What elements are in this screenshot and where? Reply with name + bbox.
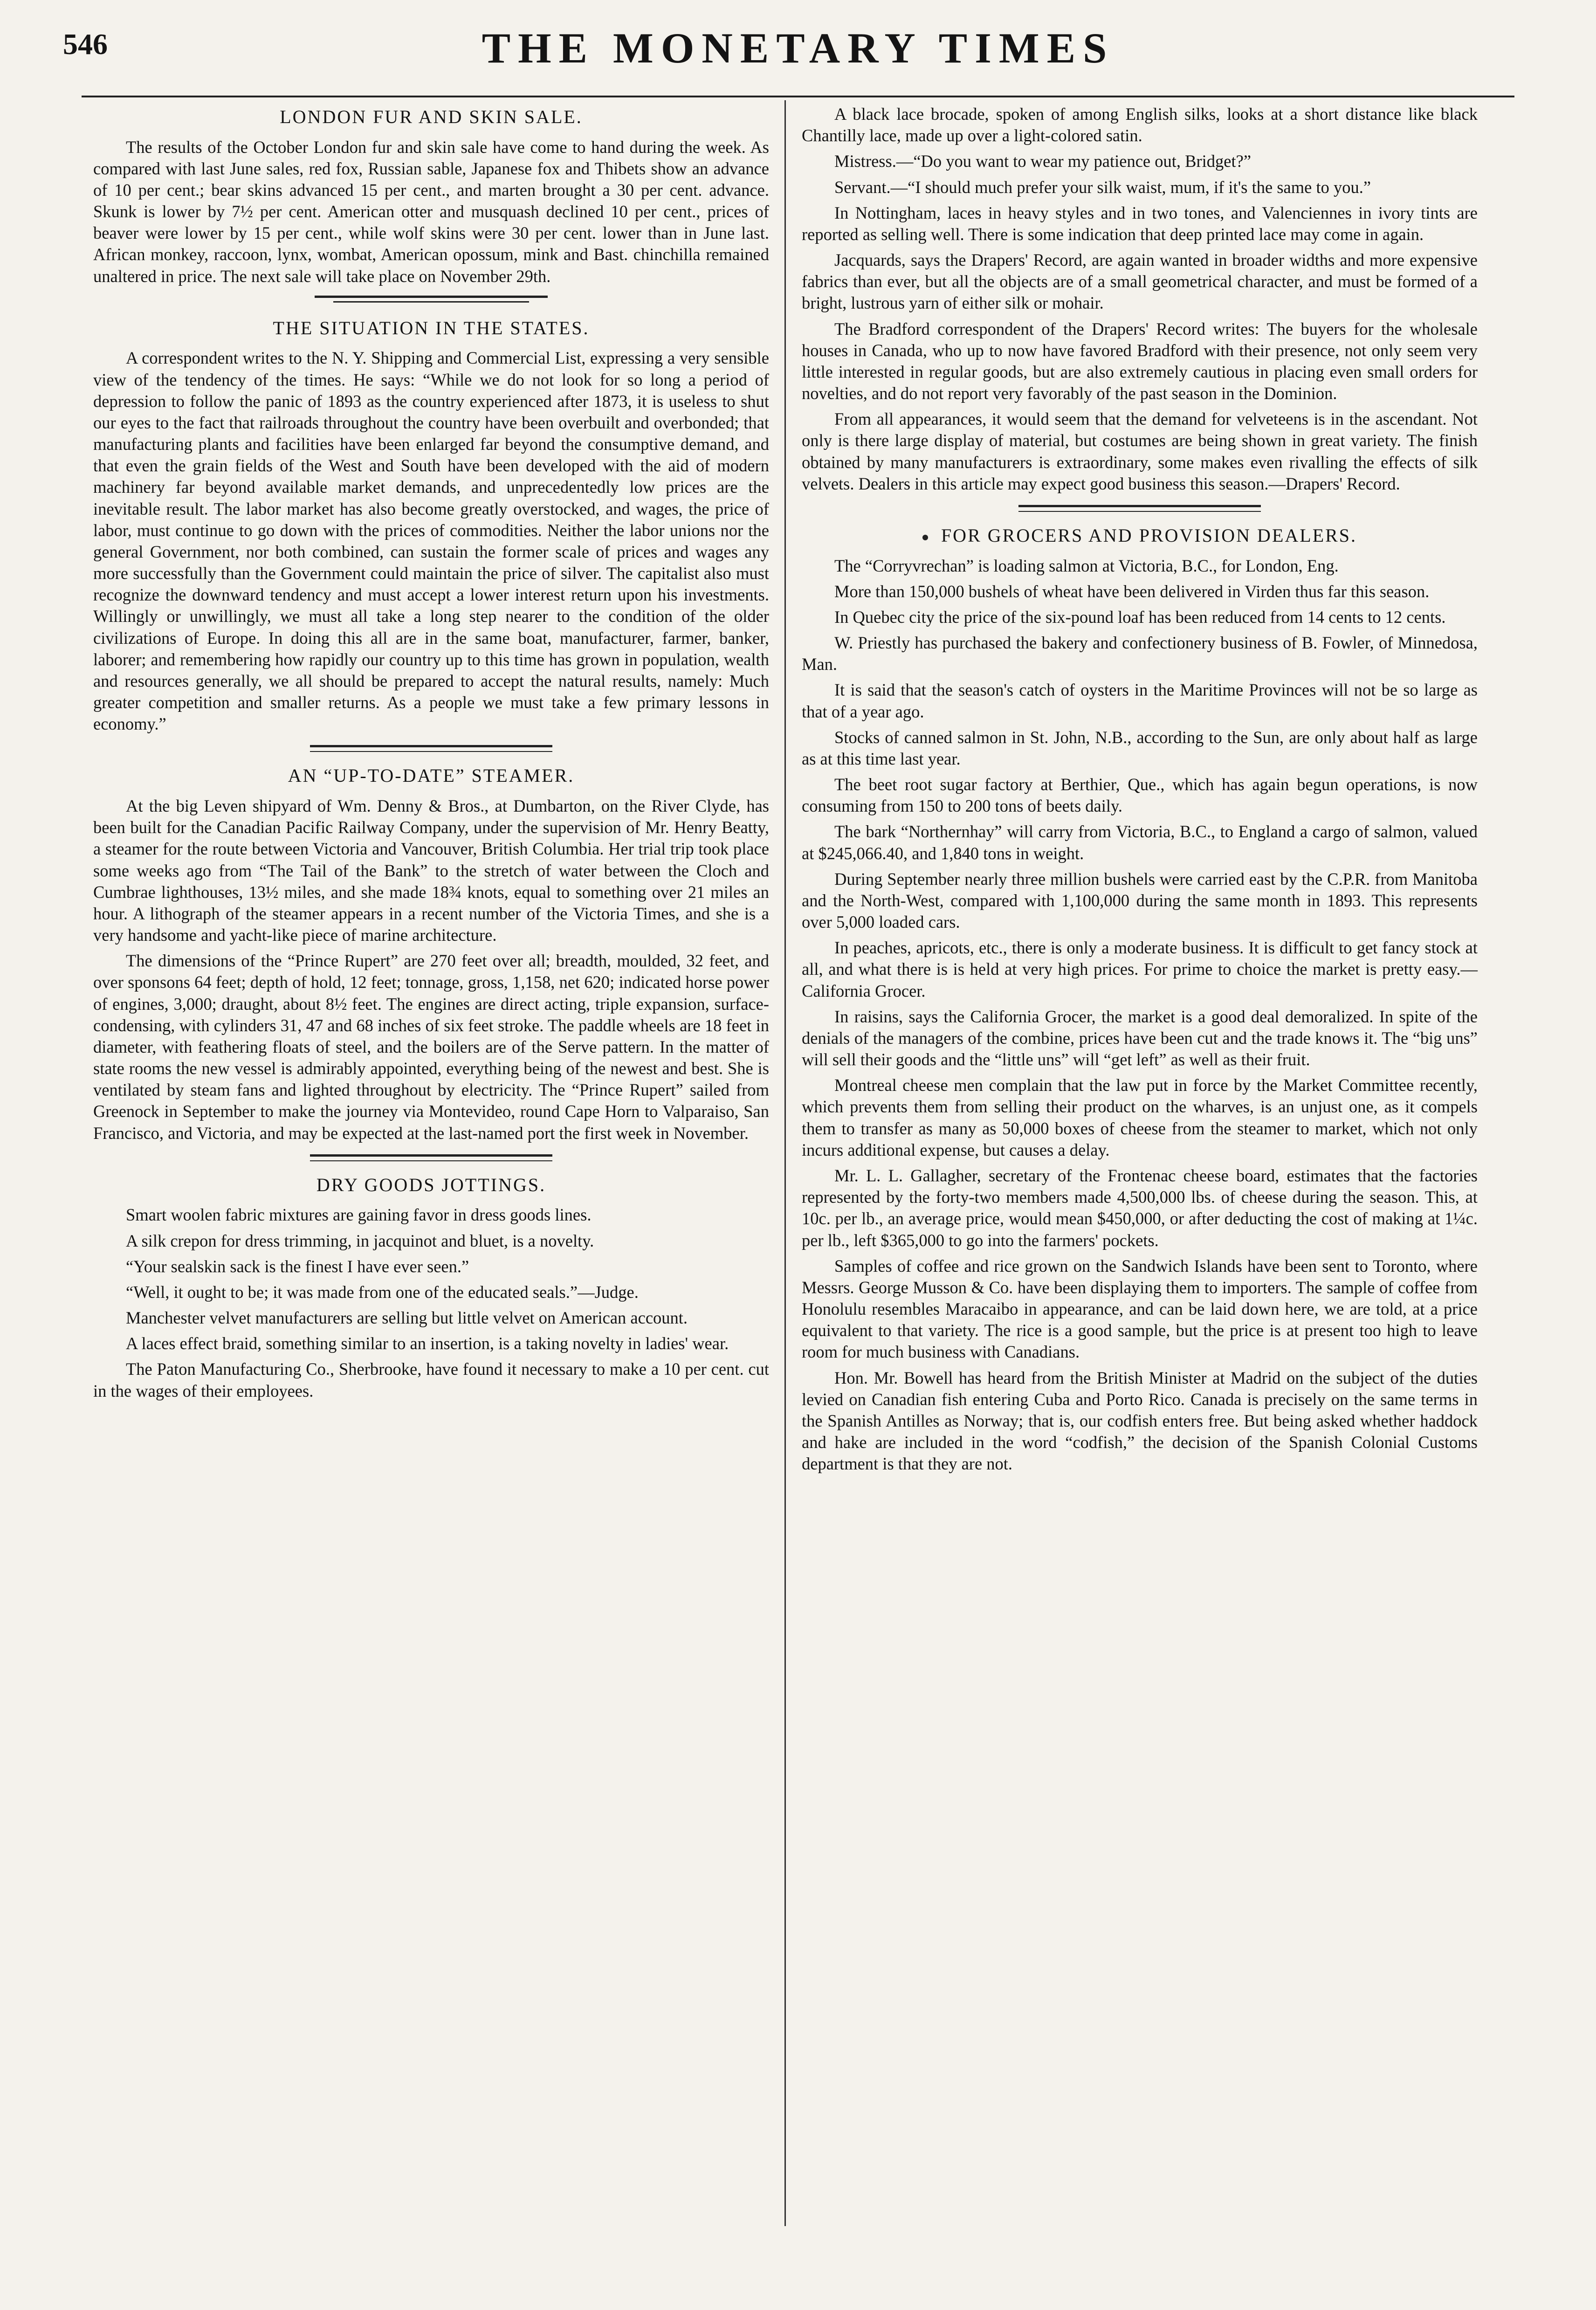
article-paragraph: More than 150,000 bushels of wheat have been delivered in Virden thus far this season. (834, 581, 1430, 601)
article-paragraph: Smart woolen fabric mixtures are gaining favor in dress goods lines. (126, 1205, 592, 1225)
article-paragraph: The “Corryvrechan” is loading salmon at Victoria, B.C., for London, Eng. (834, 556, 1339, 575)
article-paragraph: W. Priestly has purchased the bakery and confectionery business of B. Fowler, of Minnedosa, Man. (802, 633, 1478, 674)
article-paragraph: The bark “Northernhay” will carry from Victoria, B.C., to England a cargo of salmon, valued at $245,066.40, and 1,840 tons in weight. (802, 822, 1478, 863)
masthead-title: THE MONETARY TIMES (482, 24, 1114, 72)
page-number: 546 (63, 28, 108, 61)
article-paragraph: During September nearly three million bushels were carried east by the C.P.R. from Manitoba and the North-West, compared with 1,100,000 during the same month in 1893. This represents over 5,000 loaded cars. (802, 869, 1478, 932)
article-paragraph: In Quebec city the price of the six-pound loaf has been reduced from 14 cents to 12 cents. (834, 607, 1446, 627)
article-paragraph: At the big Leven shipyard of Wm. Denny & Bros., at Dumbarton, on the River Clyde, has been built for the Canadian Pacific Railway Company, under the supervision of Mr. Henry Beatty, a steamer for the route between Victoria and Vancouver, British Columbia. Her trial trip took place some weeks ago from “The Tail of the Bank” to the stretch of water between the Cloch and Cumbrae lighthouses, 13½ miles, and she made 18¾ knots, equal to something over 21 miles an hour. A lithograph of the steamer appears in a recent number of the Victoria Times, and she is a very handsome and yacht-like piece of marine architecture. (93, 796, 769, 945)
article-dry-goods-jottings (93, 1173, 769, 1402)
section-rule (1018, 505, 1261, 512)
article-paragraph: In Nottingham, laces in heavy styles and in two tones, and Valenciennes in ivory tints are reported as selling well. There is some indication that deep printed lace may come in again. (802, 203, 1478, 244)
article-paragraph: Mistress.—“Do you want to wear my patience out, Bridget?” (834, 152, 1252, 171)
article-paragraph: Servant.—“I should much prefer your silk waist, mum, if it's the same to you.” (834, 177, 1371, 197)
article-paragraph: The beet root sugar factory at Berthier, Que., which has again begun operations, is now consuming from 150 to 200 tons of beets daily. (802, 775, 1478, 816)
article-paragraph: From all appearances, it would seem that the demand for velveteens is in the ascendant. Not only is there large display of material, but costumes are being shown in great variety. The finish obtained by many manufacturers is extraordinary, some makes even rivalling the effects of silk velvets. Dealers in this article may expect good business this season.—Drapers' Record. (802, 409, 1478, 493)
article-paragraph: A laces effect braid, something similar to an insertion, is a taking novelty in ladies' wear. (126, 1334, 729, 1353)
article-paragraph: The dimensions of the “Prince Rupert” are 270 feet over all; breadth, moulded, 32 feet, and over sponsons 64 feet; depth of hold, 12 feet; tonnage, gross, 1,158, net 620; indicated horse power of engines, 3,000; draught, about 8½ feet. The engines are direct acting, triple expansion, surface-condensing, with cylinders 31, 47 and 68 inches of six feet stroke. The paddle wheels are 18 feet in diameter, with feathering floats of steel, and the boilers are of the Serve pattern. In the matter of state rooms the new vessel is admirably appointed, everything being of the newest and best. She is ventilated by steam fans and lighted throughout by electricity. The “Prince Rupert” sailed from Greenock in September to make the journey via Montevideo, round Cape Horn to Valparaiso, San Francisco, and Victoria, and may be expected at the last-named port the first week in November. (93, 951, 769, 1143)
article-paragraph: Manchester velvet manufacturers are selling but little velvet on American account. (126, 1308, 688, 1328)
article-dry-goods-continued (802, 103, 1478, 495)
bullet-icon (922, 535, 928, 540)
article-paragraph: Hon. Mr. Bowell has heard from the British Minister at Madrid on the subject of the duties levied on Canadian fish entering Cuba and Porto Rico. Canada is precisely on the same terms in the Spanish Antilles as Norway; that is, our codfish enters free. But being asked whether haddock and hake are included in the word “codfish,” the decision of the Spanish Colonial Customs department is that they are not. (802, 1368, 1478, 1474)
article-paragraph: “Your sealskin sack is the finest I have ever seen.” (126, 1256, 469, 1276)
left-column (93, 103, 769, 1406)
article-paragraph: Jacquards, says the Drapers' Record, are again wanted in broader widths and more expensive fabrics than ever, but all the objects are of a small geometrical character, and must be formed of a bright, lustrous yarn of either silk or mohair. (802, 250, 1478, 313)
article-paragraph: In peaches, apricots, etc., there is only a moderate business. It is difficult to get fancy stock at all, and what there is is held at very high prices. For prime to choice the market is pretty easy.—California Grocer. (802, 938, 1478, 1000)
article-paragraph: The Paton Manufacturing Co., Sherbrooke, have found it necessary to make a 10 per cent. cut in the wages of their employees. (93, 1359, 769, 1400)
article-paragraph: A black lace brocade, spoken of among English silks, looks at a short distance like black Chantilly lace, made up over a light-colored satin. (802, 104, 1478, 145)
article-grocers-provision-dealers (802, 524, 1478, 1475)
section-rule (310, 745, 552, 752)
article-title: DRY GOODS JOTTINGS. (316, 1174, 546, 1195)
article-paragraph: It is said that the season's catch of oysters in the Maritime Provinces will not be so large as that of a year ago. (802, 680, 1478, 721)
article-title: THE SITUATION IN THE STATES. (273, 317, 590, 338)
article-paragraph: Stocks of canned salmon in St. John, N.B., according to the Sun, are only about half as large as at this time last year. (802, 727, 1478, 768)
header-rule (82, 96, 1514, 97)
article-paragraph: A correspondent writes to the N. Y. Shipping and Commercial List, expressing a very sensible view of the tendency of the times. He says: “While we do not look for so long a period of depression to follow the panic of 1893 as the country experienced after 1873, it is useless to shut our eyes to the fact that railroads throughout the country have been overbuilt and overbonded; that manufacturing plants and facilities have been enlarged far beyond the consumptive demand, and that even the grain fields of the West and South have been developed with the aid of modern machinery far beyond available market demands, and unprecedentedly low prices are the inevitable result. The labor market has also become greatly overstocked, and wages, the price of labor, must continue to go down with the prices of commodities. Neither the labor unions nor the general Government, nor both combined, can sustain the former scale of prices and wages any more successfully than the Government could maintain the price of silver. The capitalist also must recognize the downward tendency and must accept a lower interest return upon his investments. Willingly or unwillingly, we must all take a long step nearer to the condition of the older civilizations of Europe. In doing this all are in the same boat, manufacturer, farmer, banker, laborer; and remembering how rapidly our country up to this time has grown in population, wealth and resources generally, we all should be prepared to accept the natural results, namely: Much greater competition and smaller returns. As a people we must take a few primary lessons in economy.” (93, 348, 769, 734)
section-rule (315, 296, 548, 303)
article-paragraph: “Well, it ought to be; it was made from one of the educated seals.”—Judge. (126, 1282, 639, 1302)
article-paragraph: Montreal cheese men complain that the law put in force by the Market Committee recently, which prevents them from selling their product on the wharves, is an unjust one, as it compels them to transfer as many as 50,000 boxes of cheese from the steamer to market, which not only incurs additional expense, but causes a delay. (802, 1076, 1478, 1159)
right-column (802, 103, 1478, 1479)
article-paragraph: Mr. L. L. Gallagher, secretary of the Frontenac cheese board, estimates that the factories represented by the forty-two members made 4,500,000 lbs. of cheese during the season. This, at 10c. per lb., an average price, would mean $450,000, or after deducting the cost of making at 1¼c. per lb., left $365,000 to go into the farmers' pockets. (802, 1165, 1478, 1250)
article-paragraph: The results of the October London fur and skin sale have come to hand during the week. As compared with last June sales, red fox, Russian sable, Japanese fox and Thibets show an advance of 10 per cent.; bear skins advanced 15 per cent., and marten brought a 30 per cent. advance. Skunk is lower by 7½ per cent. American otter and musquash declined 10 per cent., prices of beaver were lower by 15 per cent., while wolf skins were 30 per cent. lower than in June last. African monkey, raccoon, lynx, wombat, American opossum, mink and Bast. chinchilla remained unaltered in price. The next sale will take place on November 29th. (93, 137, 769, 286)
article-situation-in-states (93, 317, 769, 735)
article-paragraph: In raisins, says the California Grocer, the market is a good deal demoralized. In spite of the denials of the managers of the combine, prices have been cut and the trade knows it. The “big uns” will sell their goods and the “little uns” will “get left” as well as their fruit. (802, 1007, 1478, 1069)
section-rule (310, 1154, 552, 1161)
article-title-text: FOR GROCERS AND PROVISION DEALERS. (941, 524, 1357, 546)
article-title: AN “UP-TO-DATE” STEAMER. (288, 765, 575, 786)
article-title (802, 524, 1478, 548)
article-up-to-date-steamer (93, 764, 769, 1144)
article-london-fur-sale (93, 105, 769, 287)
article-paragraph: Samples of coffee and rice grown on the Sandwich Islands have been sent to Toronto, where Messrs. George Musson & Co. have been displaying them to importers. The sample of coffee from Honolulu resembles Maracaibo in appearance, and can be laid down here, we are told, at a price equivalent to that variety. The rice is a good sample, but the price is at present too high to leave room for much business with Canadians. (802, 1256, 1478, 1362)
article-paragraph: A silk crepon for dress trimming, in jacquinot and bluet, is a novelty. (126, 1231, 594, 1250)
article-title: LONDON FUR AND SKIN SALE. (280, 106, 583, 127)
column-divider (784, 100, 786, 2226)
article-paragraph: The Bradford correspondent of the Drapers' Record writes: The buyers for the wholesale houses in Canada, who up to now have favored Bradford with their presence, not only seem very little interested in regular goods, but are also extremely cautious in placing even small orders for novelties, and do not report very favorably of the past season in the Dominion. (802, 319, 1478, 403)
